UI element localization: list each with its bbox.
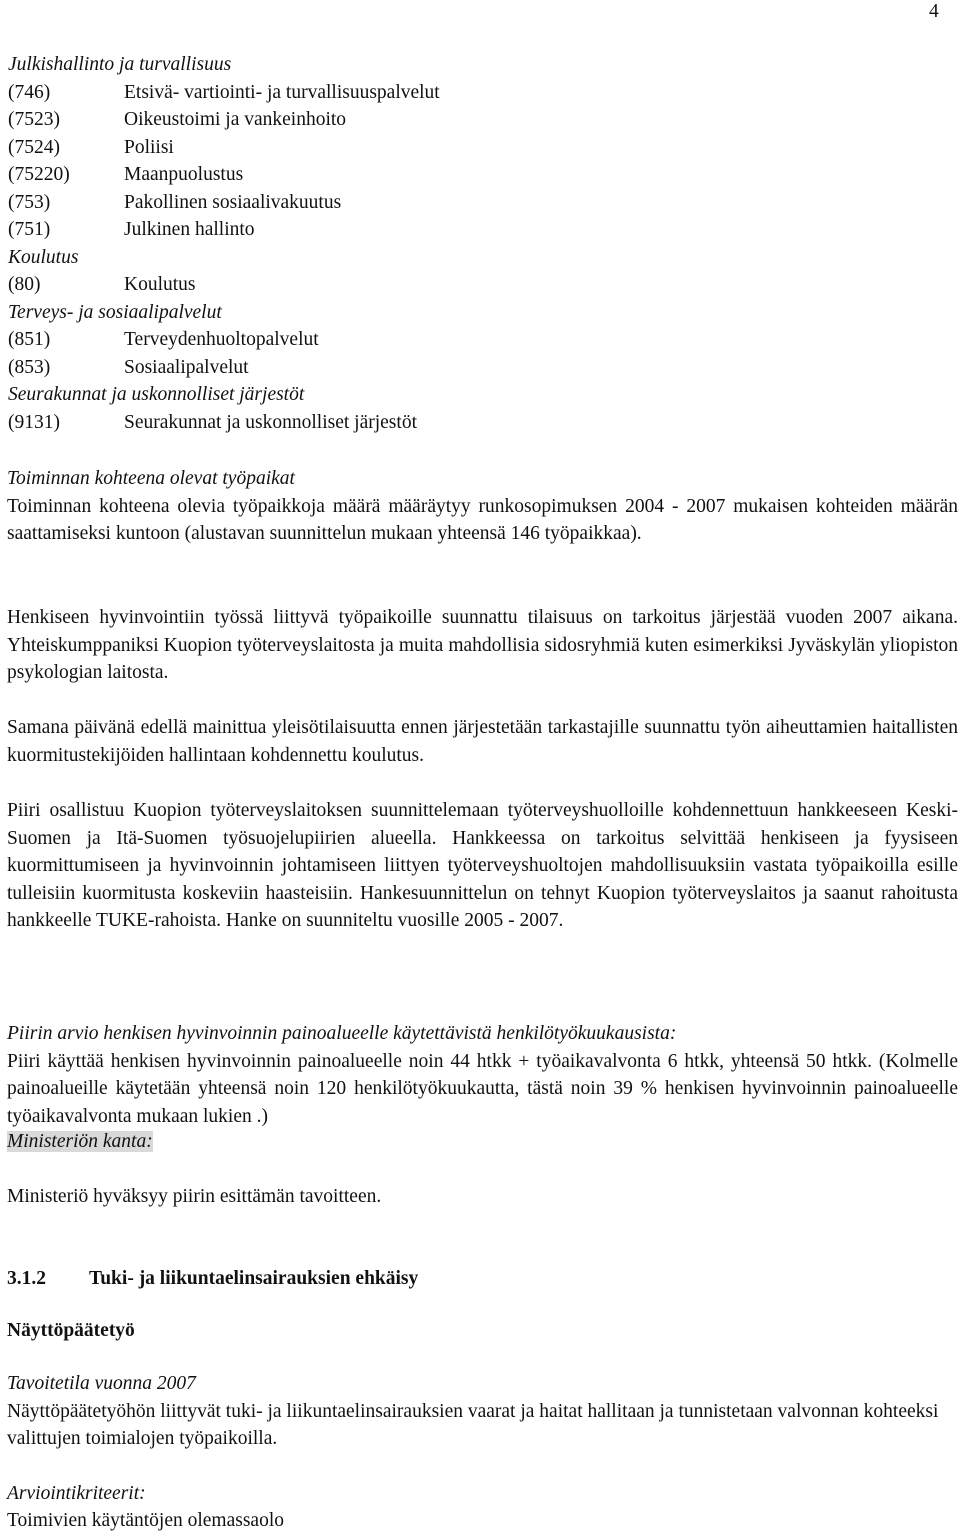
category-code: (75220) — [8, 164, 70, 185]
category-code: (80) — [8, 274, 41, 295]
paragraph: Näyttöpäätetyöhön liittyvät tuki- ja liikuntaelinsairauksien vaarat ja haitat hallitaan ja tunnistetaan valvonnan kohteeksi valittujen toimialojen työpaikoilla. — [7, 1400, 939, 1449]
category-item — [8, 79, 958, 107]
category-item — [8, 161, 958, 189]
paragraph: Piiri käyttää henkisen hyvinvoinnin painoalueelle noin 44 htkk + työaikavalvonta 6 htkk, yhteensä 50 htkk. (Kolmelle painoalueille käytetään yhteensä noin 120 henkilötyökuukautta, tästä noin 39 % henkisen hyvinvoinnin painoalueelle työaikavalvonta mukaan lukien .) — [7, 1050, 958, 1127]
category-item — [8, 189, 958, 217]
paragraph: Henkiseen hyvinvointiin työssä liittyvä työpaikoille suunnattu tilaisuus on tarkoitus järjestää vuoden 2007 aikana. Yhteiskumppaniksi Kuopion työterveyslaitosta ja muita mahdollisia sidosryhmiä kuten esimerkiksi Jyväskylän yliopiston psykologian laitosta. — [7, 607, 958, 683]
category-code: (9131) — [8, 411, 60, 433]
criteria-heading: Arviointikriteerit: — [7, 1483, 146, 1504]
ministry-statement: Ministeriö hyväksyy piirin esittämän tavoitteen. — [7, 1186, 382, 1207]
paragraph: Samana päivänä edellä mainittua yleisötilaisuutta ennen järjestetään tarkastajille suunnattu työn aiheuttamien haitallisten kuormitustekijöiden hallintaan kohdennettu koulutus. — [7, 717, 958, 766]
category-heading: Seurakunnat ja uskonnolliset järjestöt — [8, 384, 305, 405]
category-label: Maanpuolustus — [124, 164, 244, 185]
category-heading: Terveys- ja sosiaalipalvelut — [8, 301, 222, 323]
category-code: (7524) — [8, 136, 60, 158]
section-heading: Piirin arvio henkisen hyvinvoinnin painoalueelle käytettävistä henkilötyökuukausista: — [7, 1023, 677, 1044]
category-label: Pakollinen sosiaalivakuutus — [124, 191, 342, 213]
section-number: 3.1.2 — [7, 1268, 46, 1289]
target-workplaces-section — [7, 465, 958, 548]
criteria-text: Toimivien käytäntöjen olemassaolo — [7, 1510, 284, 1531]
category-code: (753) — [8, 191, 51, 213]
category-item — [8, 354, 958, 382]
ministry-heading — [7, 1128, 153, 1156]
category-label: Terveydenhuoltopalvelut — [124, 329, 319, 350]
paragraph: Toiminnan kohteena olevia työpaikkoja määrä määräytyy runkosopimuksen 2004 - 2007 mukaisen kohteiden määrän saattamiseksi kuntoon (alustavan suunnittelun mukaan yhteensä 146 työpaikkaa). — [7, 495, 958, 544]
category-item — [8, 271, 958, 299]
category-code: (746) — [8, 81, 51, 103]
estimate-section — [7, 1020, 958, 1130]
category-heading: Julkishallinto ja turvallisuus — [8, 54, 232, 75]
category-item — [8, 106, 958, 134]
section-heading: Tavoitetila vuonna 2007 — [7, 1373, 196, 1394]
category-label: Oikeustoimi ja vankeinhoito — [124, 109, 347, 130]
target-state-section — [7, 1370, 958, 1453]
category-code: (853) — [8, 356, 51, 378]
category-label: Seurakunnat ja uskonnolliset järjestöt — [124, 411, 417, 433]
section-title-text: Tuki- ja liikuntaelinsairauksien ehkäisy — [89, 1268, 419, 1289]
category-label: Koulutus — [124, 274, 196, 295]
category-code: (7523) — [8, 109, 60, 130]
category-label: Etsivä- vartiointi- ja turvallisuuspalvelut — [124, 81, 440, 103]
category-label: Poliisi — [124, 136, 174, 158]
category-code: (751) — [8, 219, 51, 240]
page-number: 4 — [929, 1, 939, 22]
category-label: Sosiaalipalvelut — [124, 356, 249, 378]
paragraph: Piiri osallistuu Kuopion työterveyslaitoksen suunnittelemaan työterveyshuolloille kohdennettuun hankkeeseen Keski-Suomen ja Itä-Suomen työsuojelupiirien alueella. Hankkeessa on tarkoitus selvittää henkiseen ja fyysiseen kuormittumiseen ja hyvinvoinnin johtamiseen liittyen työterveyshuoltojen mahdollisuuksiin vastata työpaikoilla esille tulleisiin kuormitusta koskeviin haasteisiin. Hankesuunnittelun on tehnyt Kuopion työterveyslaitos ja saanut rahoitusta hankkeelle TUKE-rahoista. Hanke on suunniteltu vuosille 2005 - 2007. — [7, 800, 958, 931]
category-item — [8, 134, 958, 162]
category-code: (851) — [8, 329, 51, 350]
category-label: Julkinen hallinto — [124, 219, 255, 240]
category-item — [8, 216, 958, 244]
category-list — [8, 51, 958, 436]
category-item — [8, 326, 958, 354]
category-item — [8, 409, 958, 437]
highlighted-heading: Ministeriön kanta: — [7, 1131, 153, 1152]
section-title — [7, 1265, 418, 1293]
subsection-title: Näyttöpäätetyö — [7, 1320, 135, 1341]
section-heading: Toiminnan kohteena olevat työpaikat — [7, 468, 295, 489]
category-heading: Koulutus — [8, 246, 79, 268]
